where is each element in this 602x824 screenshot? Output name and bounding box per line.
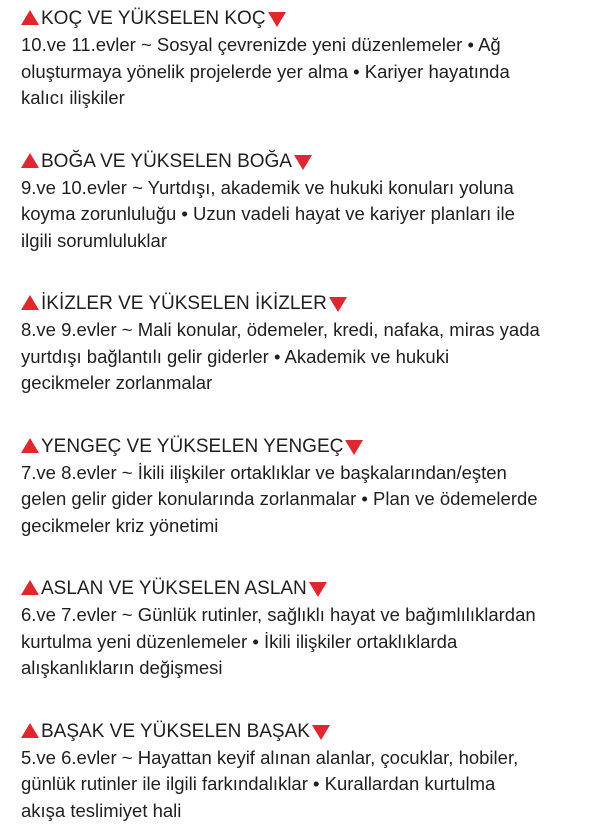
- body-line: günlük rutinler ile ilgili farkındalıklar • Kurallardan kurtulma: [21, 771, 586, 798]
- body-line: yurtdışı bağlantılı gelir giderler • Akademik ve hukuki: [21, 344, 586, 371]
- heading-text: KOÇ VE YÜKSELEN KOÇ: [41, 5, 266, 32]
- body-line: koyma zorunluluğu • Uzun vadeli hayat ve kariyer planları ile: [21, 201, 586, 228]
- section-body: [21, 745, 586, 824]
- section-basak: [21, 718, 602, 824]
- red-triangle-down-icon: [329, 297, 347, 312]
- body-line: ilgili sorumluluklar: [21, 228, 586, 255]
- section-ikizler: [21, 290, 602, 397]
- section-boga: [21, 148, 602, 255]
- body-line: kalıcı ilişkiler: [21, 85, 586, 112]
- section-heading: [21, 433, 602, 460]
- body-line: 10.ve 11.evler ~ Sosyal çevrenizde yeni düzenlemeler • Ağ: [21, 32, 586, 59]
- body-line: 5.ve 6.evler ~ Hayattan keyif alınan alanlar, çocuklar, hobiler,: [21, 745, 586, 772]
- section-aslan: [21, 575, 602, 682]
- body-line: gelen gelir gider konularında zorlanmalar • Plan ve ödemelerde: [21, 486, 586, 513]
- body-line: 6.ve 7.evler ~ Günlük rutinler, sağlıklı hayat ve bağımlılıklardan: [21, 602, 586, 629]
- red-triangle-down-icon: [312, 725, 330, 740]
- section-koc: [21, 5, 602, 112]
- body-line: gecikmeler zorlanmalar: [21, 370, 586, 397]
- body-line: 8.ve 9.evler ~ Mali konular, ödemeler, kredi, nafaka, miras yada: [21, 317, 586, 344]
- red-triangle-down-icon: [345, 440, 363, 455]
- red-triangle-up-icon: [21, 438, 39, 453]
- section-body: [21, 32, 586, 112]
- body-line: 7.ve 8.evler ~ İkili ilişkiler ortaklıklar ve başkalarından/eşten: [21, 460, 586, 487]
- red-triangle-down-icon: [309, 582, 327, 597]
- body-line: alışkanlıkların değişmesi: [21, 655, 586, 682]
- heading-text: İKİZLER VE YÜKSELEN İKİZLER: [41, 290, 327, 317]
- red-triangle-up-icon: [21, 10, 39, 25]
- body-line: oluşturmaya yönelik projelerde yer alma • Kariyer hayatında: [21, 59, 586, 86]
- red-triangle-up-icon: [21, 153, 39, 168]
- red-triangle-up-icon: [21, 295, 39, 310]
- red-triangle-down-icon: [294, 155, 312, 170]
- section-heading: [21, 290, 602, 317]
- red-triangle-up-icon: [21, 580, 39, 595]
- section-heading: [21, 575, 602, 602]
- section-yengec: [21, 433, 602, 540]
- heading-text: ASLAN VE YÜKSELEN ASLAN: [41, 575, 307, 602]
- section-heading: [21, 5, 602, 32]
- section-heading: [21, 148, 602, 175]
- red-triangle-up-icon: [21, 723, 39, 738]
- heading-text: BOĞA VE YÜKSELEN BOĞA: [41, 148, 292, 175]
- section-body: [21, 602, 586, 682]
- body-line: gecikmeler kriz yönetimi: [21, 513, 586, 540]
- heading-text: BAŞAK VE YÜKSELEN BAŞAK: [41, 718, 310, 745]
- body-line: kurtulma yeni düzenlemeler • İkili ilişkiler ortaklıklarda: [21, 629, 586, 656]
- section-body: [21, 317, 586, 397]
- body-line: akışa teslimiyet hali: [21, 798, 586, 824]
- section-heading: [21, 718, 602, 745]
- section-body: [21, 460, 586, 540]
- red-triangle-down-icon: [268, 12, 286, 27]
- heading-text: YENGEÇ VE YÜKSELEN YENGEÇ: [41, 433, 343, 460]
- section-body: [21, 175, 586, 255]
- body-line: 9.ve 10.evler ~ Yurtdışı, akademik ve hukuki konuları yoluna: [21, 175, 586, 202]
